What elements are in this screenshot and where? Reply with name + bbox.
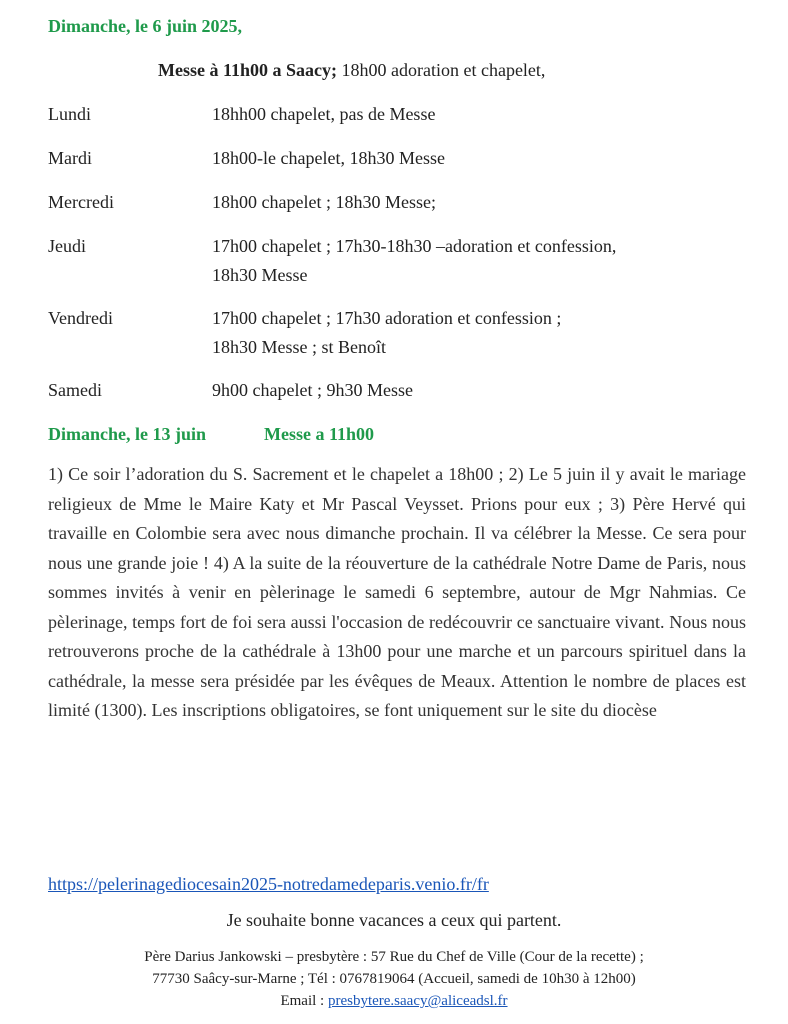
schedule-saturday	[212, 376, 413, 405]
footer-email-line	[0, 990, 788, 1012]
sunday-heading: Dimanche, le 6 juin 2025,	[48, 16, 243, 36]
schedule-line: 18h30 Messe	[212, 265, 308, 285]
schedule-tuesday	[212, 144, 445, 173]
day-label-monday: Lundi	[48, 104, 91, 124]
sunday-mass-bold: Messe à 11h00 a Saacy;	[158, 60, 337, 80]
footer-address-line: Père Darius Jankowski – presbytère : 57 Rue du Chef de Ville (Cour de la recette) ;	[144, 949, 644, 965]
schedule-friday	[212, 304, 561, 362]
schedule-line: 18h00 chapelet ; 18h30 Messe;	[212, 192, 436, 212]
schedule-line: 17h00 chapelet ; 17h30 adoration et confession ;	[212, 308, 562, 328]
footer	[0, 946, 788, 1012]
next-sunday-date: Dimanche, le 13 juin	[48, 424, 207, 444]
day-label-tuesday: Mardi	[48, 148, 92, 168]
schedule-line: 9h00 chapelet ; 9h30 Messe	[212, 380, 413, 400]
schedule-wednesday	[212, 188, 436, 217]
day-label-saturday: Samedi	[48, 380, 102, 400]
day-label-thursday: Jeudi	[48, 236, 86, 256]
schedule-line: 17h00 chapelet ; 17h30-18h30 –adoration et confession,	[212, 236, 617, 256]
closing-wish: Je souhaite bonne vacances a ceux qui partent.	[226, 910, 562, 930]
footer-contact-line: 77730 Saâcy-sur-Marne ; Tél : 0767819064 (Accueil, samedi de 10h30 à 12h00)	[152, 971, 636, 987]
schedule-line: 18h00-le chapelet, 18h30 Messe	[212, 148, 445, 168]
announcements-paragraph: 1) Ce soir l’adoration du S. Sacrement et le chapelet a 18h00 ; 2) Le 5 juin il y avait le mariage religieux de Mme le Maire Katy et Mr Pascal Veysset. Prions pour eux ; 3) Père Hervé qui travaille en Colombie sera avec nous dimanche prochain. Il va célébrer la Messe. Ce sera pour nous une grande joie ! 4) A la suite de la réouverture de la cathédrale Notre Dame de Paris, nous sommes invités à venir en pèlerinage le samedi 6 septembre, autour de Mgr Nahmias. Ce pèlerinage, temps fort de foi sera aussi l'occasion de redécouvrir ce sanctuaire vivant. Nous nous retrouverons proche de la cathédrale à 13h00 pour une marche et un parcours spirituel dans la cathédrale, la messe sera présidée par les évêques de Meaux. Attention le nombre de places est limité (1300). Les inscriptions obligatoires, se font uniquement sur le site du diocèse	[48, 464, 746, 720]
sunday-mass-rest: 18h00 adoration et chapelet,	[337, 60, 546, 80]
schedule-thursday	[212, 232, 616, 290]
next-sunday-mass: Messe a 11h00	[264, 424, 374, 444]
schedule-monday	[212, 100, 435, 129]
pilgrimage-link[interactable]: https://pelerinagediocesain2025-notredamedeparis.venio.fr/fr	[48, 874, 489, 894]
day-label-friday: Vendredi	[48, 308, 113, 328]
email-label: Email :	[280, 993, 328, 1009]
day-label-wednesday: Mercredi	[48, 192, 114, 212]
email-link[interactable]: presbytere.saacy@aliceadsl.fr	[327, 993, 508, 1009]
sunday-mass-line	[158, 60, 545, 81]
schedule-line: 18hh00 chapelet, pas de Messe	[212, 104, 436, 124]
schedule-line: 18h30 Messe ; st Benoît	[212, 337, 386, 357]
